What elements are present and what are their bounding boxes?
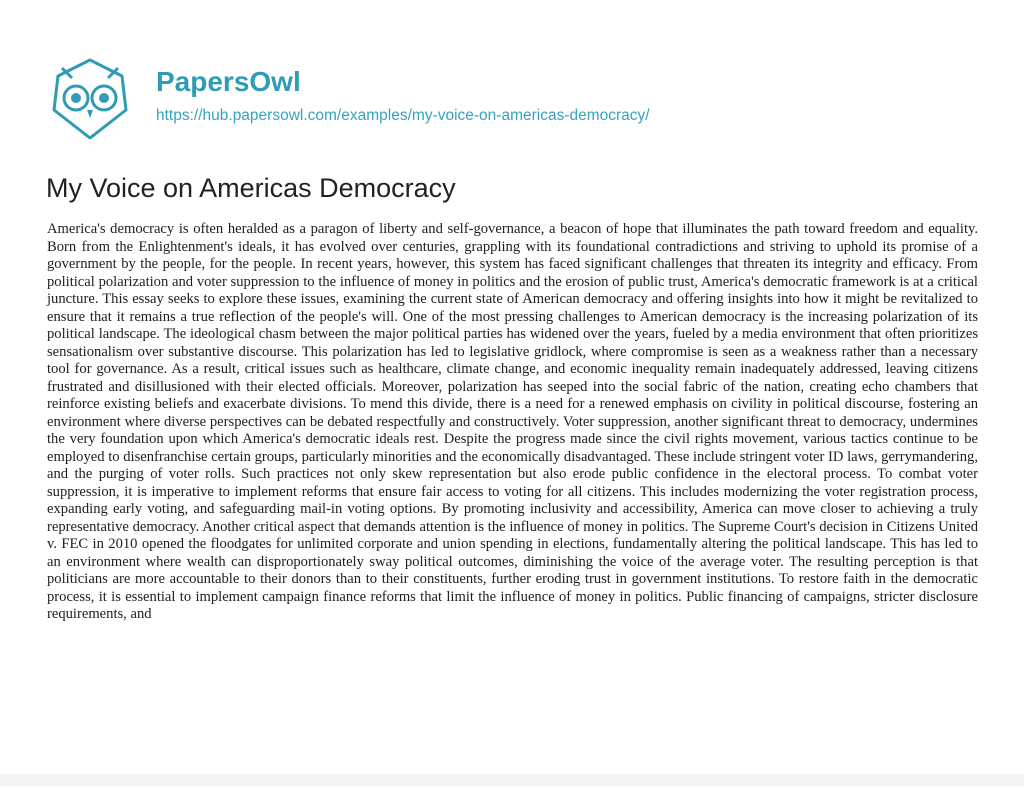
- brand-block: [156, 65, 650, 127]
- brand-name[interactable]: PapersOwl: [156, 66, 301, 97]
- source-url-link[interactable]: https://hub.papersowl.com/examples/my-voice-on-americas-democracy/: [156, 107, 650, 124]
- site-header: [38, 48, 650, 148]
- article-title: My Voice on Americas Democracy: [46, 173, 456, 203]
- footer-bar: [0, 774, 1024, 786]
- owl-logo-icon: [38, 48, 142, 148]
- article-body: America's democracy is often heralded as a paragon of liberty and self-governance, a beacon of hope that illuminates the path toward freedom and equality. Born from the Enlightenment's ideals, it has evolved over centuries, grappling with its foundational contradictions and striving to uphold its promise of a government by the people, for the people. In recent years, however, this system has faced significant challenges that threaten its integrity and efficacy. From political polarization and voter suppression to the influence of money in politics and the erosion of public trust, America's democratic framework is at a critical juncture. This essay seeks to explore these issues, examining the current state of American democracy and offering insights into how it might be revitalized to ensure that it remains a true reflection of the people's will. One of the most pressing challenges to American democracy is the increasing polarization of its political landscape. The ideological chasm between the major political parties has widened over the years, fueled by a media environment that often prioritizes sensationalism over substantive discourse. This polarization has led to legislative gridlock, where compromise is seen as a weakness rather than a necessary tool for governance. As a result, critical issues such as healthcare, climate change, and economic inequality remain inadequately addressed, leaving citizens frustrated and disillusioned with their elected officials. Moreover, polarization has seeped into the social fabric of the nation, creating echo chambers that reinforce existing beliefs and exacerbate divisions. To mend this divide, there is a need for a renewed emphasis on civility in political discourse, fostering an environment where diverse perspectives can be debated respectfully and constructively. Voter suppression, another significant threat to democracy, undermines the very foundation upon which America's democratic ideals rest. Despite the progress made since the civil rights movement, various tactics continue to be employed to disenfranchise certain groups, particularly minorities and the economically disadvantaged. These include stringent voter ID laws, gerrymandering, and the purging of voter rolls. Such practices not only skew representation but also erode public confidence in the electoral process. To combat voter suppression, it is imperative to implement reforms that ensure fair access to voting for all citizens. This includes modernizing the voter registration process, expanding early voting, and safeguarding mail-in voting options. By promoting inclusivity and accessibility, America can move closer to achieving a truly representative democracy. Another critical aspect that demands attention is the influence of money in politics. The Supreme Court's decision in Citizens United v. FEC in 2010 opened the floodgates for unlimited corporate and union spending in elections, fundamentally altering the political landscape. This has led to an environment where wealth can disproportionately sway political outcomes, diminishing the voice of the average voter. The resulting perception is that politicians are more accountable to their donors than to their constituents, further eroding trust in government institutions. To restore faith in the democratic process, it is essential to implement campaign finance reforms that limit the influence of money in politics. Public financing of campaigns, stricter disclosure requirements, and: [47, 221, 978, 622]
